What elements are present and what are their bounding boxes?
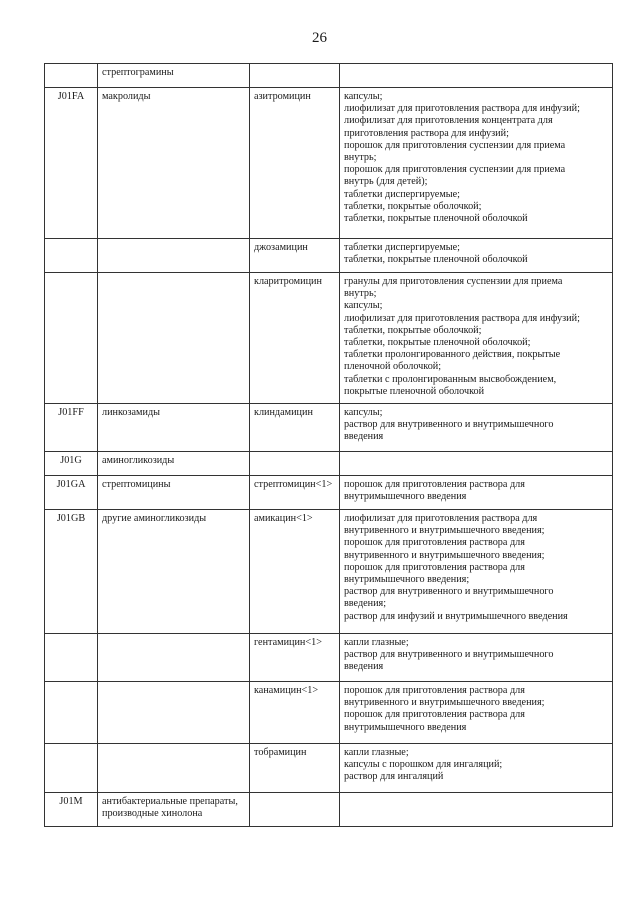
dosage-form-line: порошок для приготовления раствора для bbox=[344, 479, 525, 490]
table-row bbox=[45, 793, 613, 827]
dosage-form-line: внутрь; bbox=[344, 152, 377, 164]
drug-name-cell: канамицин<1> bbox=[250, 682, 340, 744]
table-row bbox=[45, 476, 613, 510]
dosage-form-line: таблетки диспергируемые; bbox=[344, 188, 460, 200]
atc-code-cell: J01FA bbox=[45, 88, 98, 239]
dosage-form-line: внутрь (для детей); bbox=[344, 176, 428, 188]
group-name-cell: другие аминогликозиды bbox=[98, 510, 250, 634]
dosage-form-line: внутримышечного введения bbox=[344, 491, 467, 503]
table-row bbox=[45, 88, 613, 239]
dosage-form-line: раствор для ингаляций bbox=[344, 771, 444, 783]
dosage-forms-cell bbox=[340, 793, 613, 827]
group-name-cell bbox=[98, 634, 250, 682]
drug-list-table bbox=[44, 63, 613, 827]
dosage-form-line: гранулы для приготовления суспензии для приема bbox=[344, 276, 563, 287]
drug-name-cell bbox=[250, 64, 340, 88]
group-name-cell bbox=[98, 682, 250, 744]
dosage-forms-cell bbox=[340, 64, 613, 88]
dosage-form-line: порошок для приготовления раствора для bbox=[344, 561, 525, 573]
dosage-form-line: таблетки, покрытые оболочкой; bbox=[344, 324, 482, 336]
group-name-cell: линкозамиды bbox=[98, 404, 250, 452]
atc-code-cell bbox=[45, 273, 98, 404]
dosage-form-line: раствор для внутривенного и внутримышечного bbox=[344, 586, 554, 598]
atc-code-cell: J01M bbox=[45, 793, 98, 827]
drug-name-cell bbox=[250, 793, 340, 827]
dosage-form-line: таблетки диспергируемые; bbox=[344, 242, 460, 253]
table-row bbox=[45, 452, 613, 476]
dosage-forms-cell bbox=[340, 273, 613, 404]
dosage-form-line: порошок для приготовления раствора для bbox=[344, 709, 525, 721]
dosage-forms-cell bbox=[340, 404, 613, 452]
atc-code-cell bbox=[45, 239, 98, 273]
atc-code-cell: J01GB bbox=[45, 510, 98, 634]
dosage-forms-cell bbox=[340, 510, 613, 634]
dosage-form-line: капсулы; bbox=[344, 300, 383, 312]
dosage-form-line: таблетки, покрытые пленочной оболочкой bbox=[344, 254, 528, 266]
table-row bbox=[45, 64, 613, 88]
dosage-form-line: раствор для внутривенного и внутримышечного bbox=[344, 649, 554, 661]
dosage-form-line: введения; bbox=[344, 598, 387, 610]
dosage-form-line: введения bbox=[344, 661, 384, 673]
dosage-form-line: раствор для внутривенного и внутримышечного bbox=[344, 419, 554, 431]
dosage-form-line: таблетки, покрытые пленочной оболочкой bbox=[344, 213, 528, 225]
dosage-forms-cell bbox=[340, 744, 613, 793]
dosage-forms-cell bbox=[340, 682, 613, 744]
table-row bbox=[45, 404, 613, 452]
drug-name-cell: азитромицин bbox=[250, 88, 340, 239]
drug-name-cell: джозамицин bbox=[250, 239, 340, 273]
dosage-form-line: раствор для инфузий и внутримышечного введения bbox=[344, 610, 568, 622]
table-row bbox=[45, 273, 613, 404]
dosage-form-line: таблетки с пролонгированным высвобождением, bbox=[344, 373, 557, 385]
dosage-form-line: порошок для приготовления суспензии для приема bbox=[344, 139, 566, 151]
dosage-form-line: капсулы с порошком для ингаляций; bbox=[344, 759, 503, 771]
table-row bbox=[45, 682, 613, 744]
dosage-form-line: капсулы; bbox=[344, 407, 383, 418]
page-number: 26 bbox=[312, 30, 327, 46]
dosage-form-line: капли глазные; bbox=[344, 747, 409, 758]
group-name-cell: аминогликозиды bbox=[98, 452, 250, 476]
dosage-form-line: таблетки, покрытые пленочной оболочкой; bbox=[344, 337, 531, 349]
dosage-form-line: лиофилизат для приготовления концентрата для bbox=[344, 115, 553, 127]
dosage-form-line: внутривенного и внутримышечного введения; bbox=[344, 549, 545, 561]
group-name-cell: макролиды bbox=[98, 88, 250, 239]
group-name-cell bbox=[98, 239, 250, 273]
dosage-form-line: лиофилизат для приготовления раствора для инфузий; bbox=[344, 103, 580, 115]
dosage-form-line: внутривенного и внутримышечного введения; bbox=[344, 697, 545, 709]
table-row bbox=[45, 510, 613, 634]
dosage-forms-cell bbox=[340, 88, 613, 239]
drug-name-cell: гентамицин<1> bbox=[250, 634, 340, 682]
group-name-cell: стрептограмины bbox=[98, 64, 250, 88]
dosage-forms-cell bbox=[340, 452, 613, 476]
drug-name-cell: тобрамицин bbox=[250, 744, 340, 793]
dosage-form-line: порошок для приготовления раствора для bbox=[344, 685, 525, 696]
dosage-forms-cell bbox=[340, 634, 613, 682]
dosage-forms-cell bbox=[340, 239, 613, 273]
table-row bbox=[45, 239, 613, 273]
drug-name-cell: кларитромицин bbox=[250, 273, 340, 404]
drug-name-cell: стрептомицин<1> bbox=[250, 476, 340, 510]
atc-code-cell: J01FF bbox=[45, 404, 98, 452]
dosage-form-line: введения bbox=[344, 431, 384, 443]
dosage-form-line: лиофилизат для приготовления раствора для инфузий; bbox=[344, 312, 580, 324]
atc-code-cell: J01G bbox=[45, 452, 98, 476]
dosage-form-line: внутрь; bbox=[344, 288, 377, 300]
atc-code-cell bbox=[45, 634, 98, 682]
atc-code-cell: J01GA bbox=[45, 476, 98, 510]
dosage-form-line: пленочной оболочкой; bbox=[344, 361, 442, 373]
dosage-form-line: таблетки пролонгированного действия, покрытые bbox=[344, 349, 561, 361]
drug-name-cell: клиндамицин bbox=[250, 404, 340, 452]
dosage-form-line: внутривенного и внутримышечного введения; bbox=[344, 525, 545, 537]
dosage-form-line: таблетки, покрытые оболочкой; bbox=[344, 200, 482, 212]
dosage-forms-cell bbox=[340, 476, 613, 510]
dosage-form-line: капсулы; bbox=[344, 91, 383, 102]
group-name-cell bbox=[98, 273, 250, 404]
dosage-form-line: лиофилизат для приготовления раствора для bbox=[344, 513, 538, 524]
dosage-form-line: капли глазные; bbox=[344, 637, 409, 648]
dosage-form-line: приготовления раствора для инфузий; bbox=[344, 127, 509, 139]
dosage-form-line: порошок для приготовления суспензии для приема bbox=[344, 164, 566, 176]
dosage-form-line: порошок для приготовления раствора для bbox=[344, 537, 525, 549]
atc-code-cell bbox=[45, 64, 98, 88]
group-name-cell: стрептомицины bbox=[98, 476, 250, 510]
dosage-form-line: внутримышечного введения; bbox=[344, 574, 470, 586]
dosage-form-line: внутримышечного введения bbox=[344, 721, 467, 733]
group-name-cell bbox=[98, 744, 250, 793]
drug-name-cell: амикацин<1> bbox=[250, 510, 340, 634]
atc-code-cell bbox=[45, 682, 98, 744]
table-row bbox=[45, 634, 613, 682]
table-row bbox=[45, 744, 613, 793]
atc-code-cell bbox=[45, 744, 98, 793]
group-name-cell: антибактериальные препараты, производные хинолона bbox=[98, 793, 250, 827]
dosage-form-line: покрытые пленочной оболочкой bbox=[344, 385, 485, 397]
drug-name-cell bbox=[250, 452, 340, 476]
